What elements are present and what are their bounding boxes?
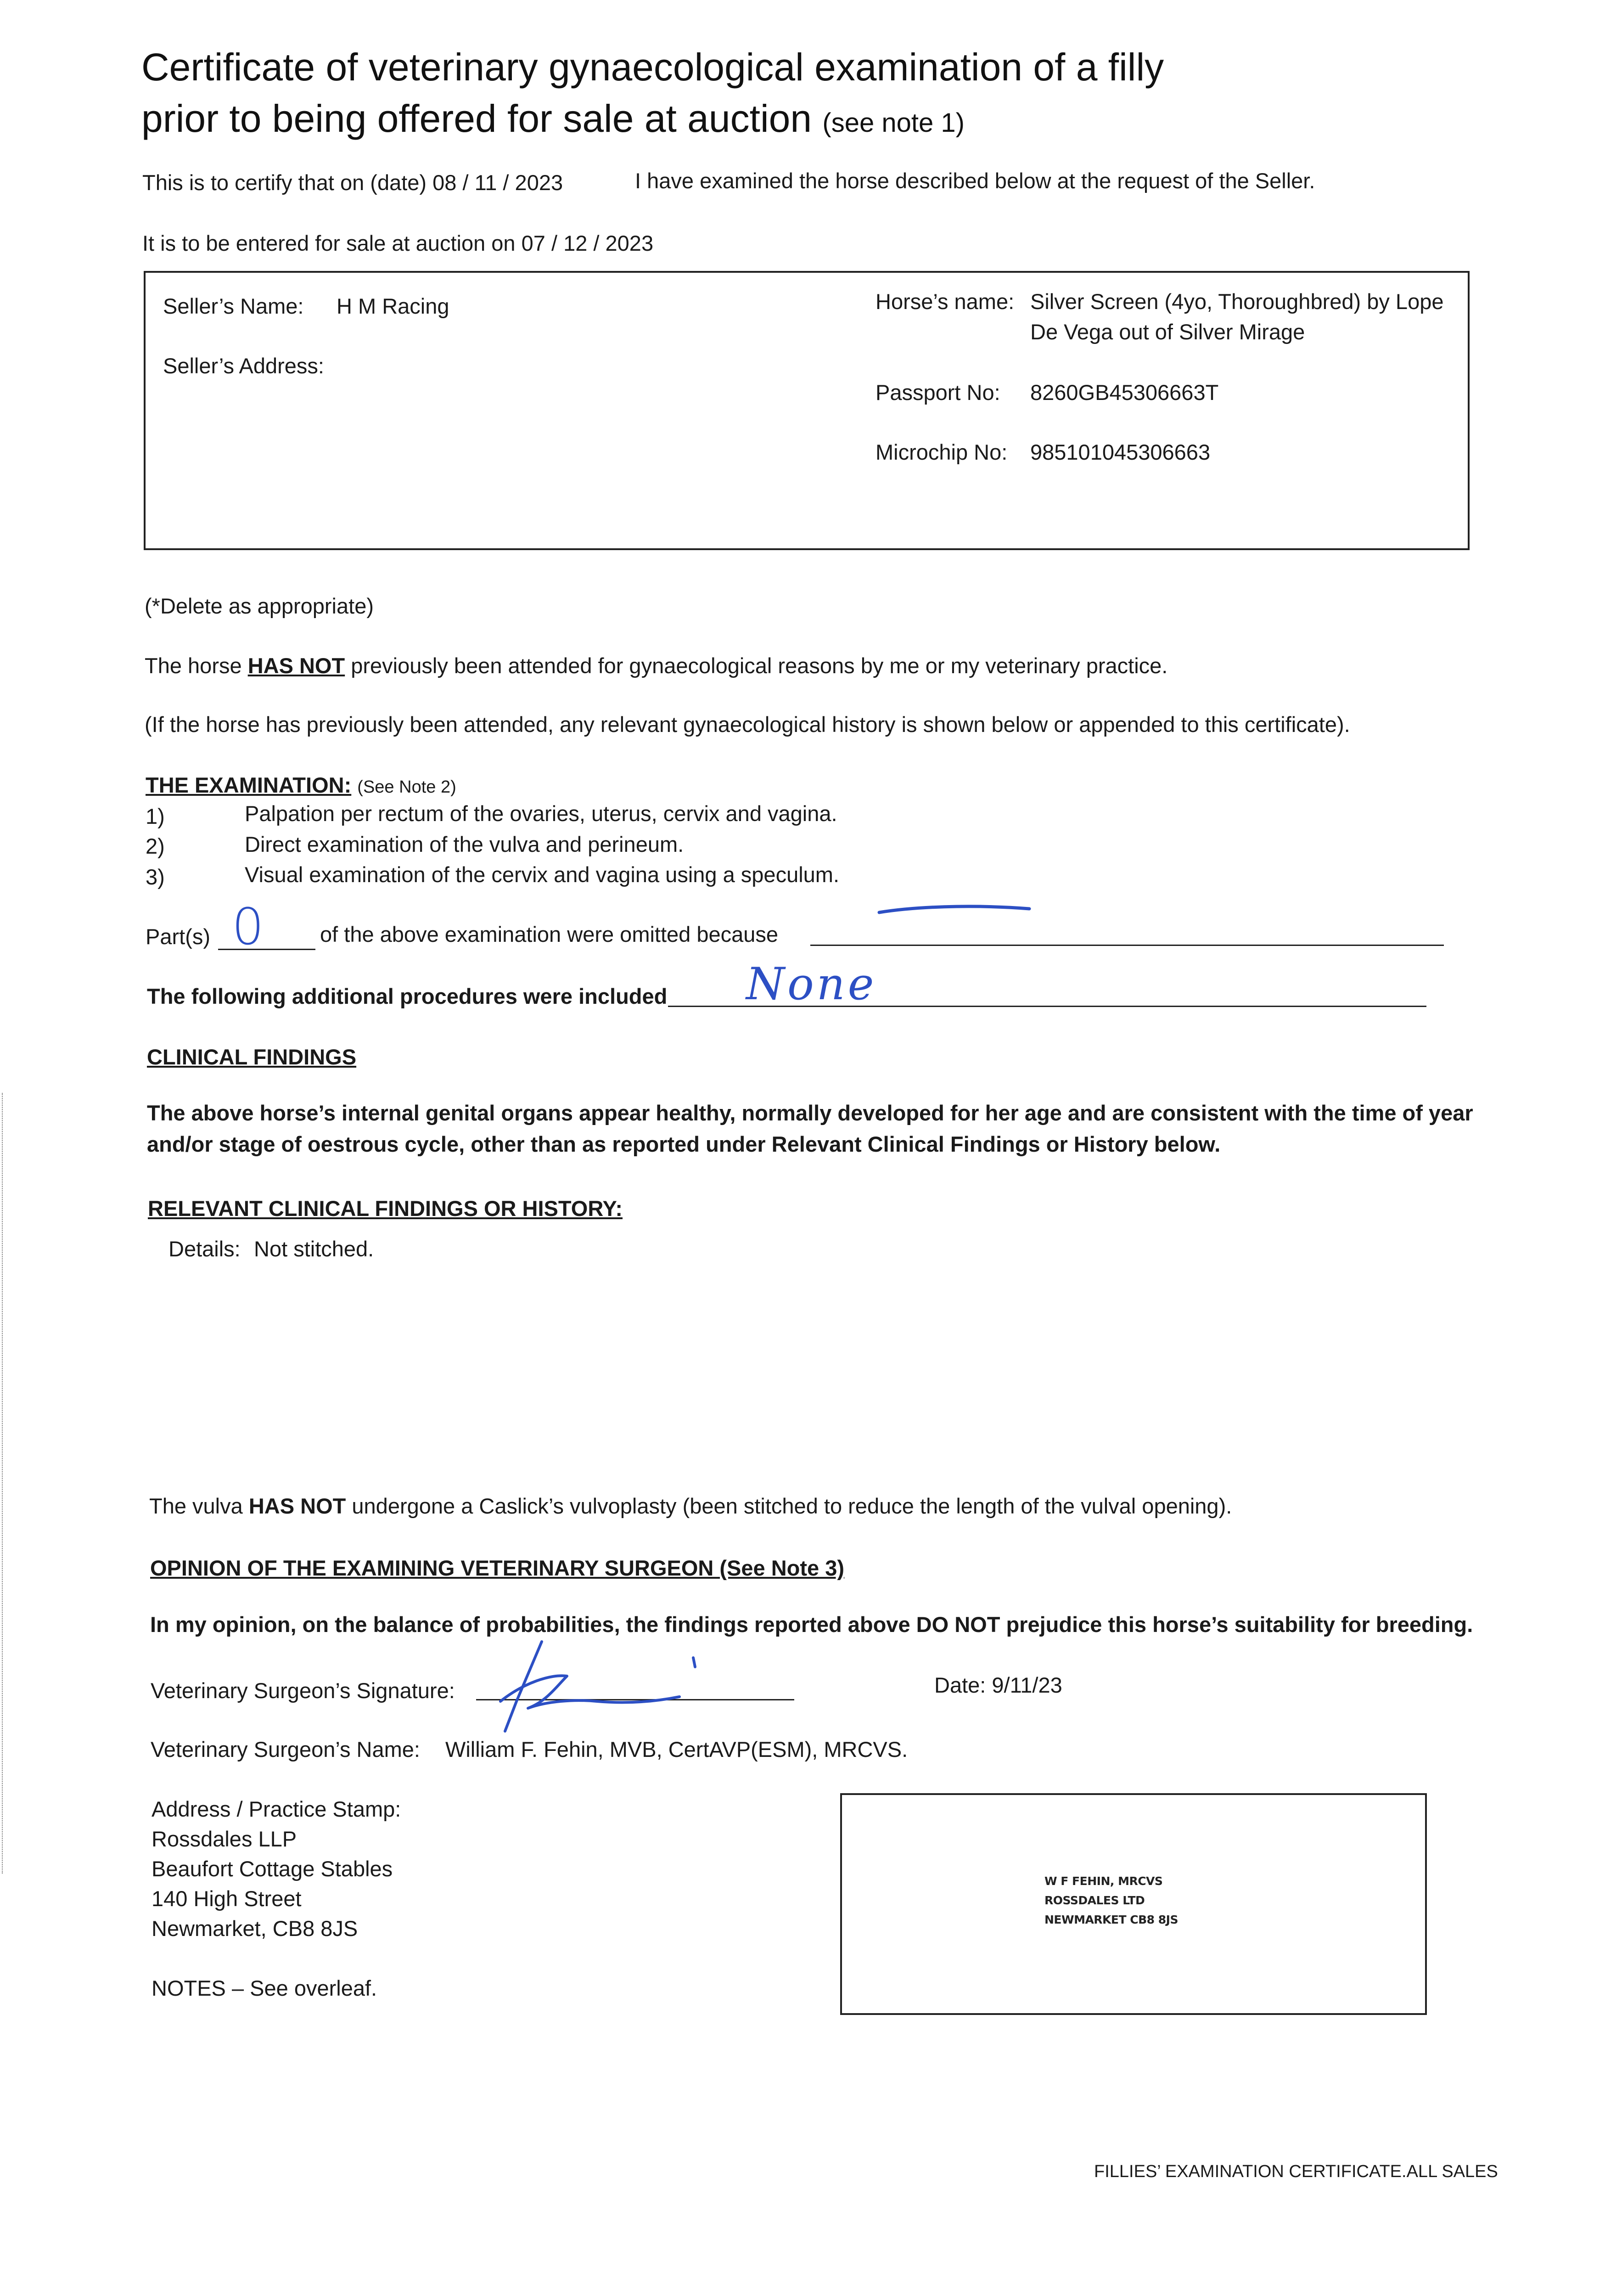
auction-date-line: It is to be entered for sale at auction on 07 / 12 / 2023	[142, 231, 654, 255]
handwritten-dash	[877, 898, 1033, 921]
examination-item: Direct examination of the vulva and perineum.	[245, 832, 684, 856]
signature-label: Veterinary Surgeon’s Signature:	[151, 1678, 455, 1703]
seller-name-label: Seller’s Name:	[163, 294, 304, 318]
certify-request-line: I have examined the horse described below at the request of the Seller.	[635, 169, 1315, 193]
address-line: 140 High Street	[152, 1886, 302, 1911]
omitted-parts-handwritten: 0	[232, 897, 264, 956]
examination-item: Palpation per rectum of the ovaries, uterus, cervix and vagina.	[245, 801, 837, 826]
relevant-findings-heading: RELEVANT CLINICAL FINDINGS OR HISTORY:	[148, 1196, 623, 1221]
address-line: Beaufort Cottage Stables	[152, 1857, 393, 1881]
surgeon-name-label: Veterinary Surgeon’s Name:	[151, 1737, 420, 1761]
signature-date: Date: 9/11/23	[934, 1673, 1062, 1697]
title-line-2	[141, 93, 1164, 149]
title-note: (see note 1)	[822, 108, 965, 138]
omitted-reason-blank	[810, 945, 1444, 946]
footer-reference: FILLIES’ EXAMINATION CERTIFICATE.ALL SALES	[1094, 2162, 1498, 2181]
caslick-emphasis: HAS NOT	[248, 1494, 346, 1518]
certificate-title	[141, 41, 1164, 149]
microchip-label: Microchip No:	[876, 440, 1008, 464]
stamp-line: ROSSDALES LTD	[1044, 1894, 1145, 1907]
clinical-findings-statement-2: and/or stage of oestrous cycle, other than as reported under Relevant Clinical Findings or History below.	[147, 1132, 1221, 1156]
caslick-prefix: The vulva	[149, 1494, 243, 1518]
surgeon-name-value: William F. Fehin, MVB, CertAVP(ESM), MRCVS.	[445, 1737, 908, 1761]
address-label: Address / Practice Stamp:	[152, 1797, 401, 1821]
examination-heading-text: THE EXAMINATION:	[146, 773, 352, 797]
examination-item-number: 3)	[146, 865, 165, 889]
examination-heading	[146, 771, 456, 801]
horse-name-label: Horse’s name:	[876, 289, 1015, 314]
examination-item-number: 1)	[146, 804, 165, 828]
passport-label: Passport No:	[876, 380, 1000, 405]
title-line-2-text: prior to being offered for sale at auction	[141, 97, 812, 140]
practice-stamp	[1044, 1872, 1178, 1930]
passport-value: 8260GB45306663T	[1030, 380, 1219, 405]
examination-heading-note: (See Note 2)	[357, 777, 456, 797]
address-line: Newmarket, CB8 8JS	[152, 1916, 358, 1941]
horse-name-value-2: De Vega out of Silver Mirage	[1030, 320, 1305, 344]
details-value: Not stitched.	[254, 1237, 374, 1261]
notes-reference: NOTES – See overleaf.	[152, 1976, 377, 2000]
handwritten-signature	[473, 1632, 712, 1738]
microchip-value: 985101045306663	[1030, 440, 1211, 464]
seller-name-value: H M Racing	[337, 294, 449, 318]
attended-note: (If the horse has previously been attended, any relevant gynaecological history is shown below or appended to this certificate).	[145, 712, 1350, 737]
address-line: Rossdales LLP	[152, 1827, 297, 1851]
additional-procedures-handwritten: None	[746, 958, 877, 1010]
caslick-statement	[149, 1492, 1232, 1520]
opinion-heading: OPINION OF THE EXAMINING VETERINARY SURGEON (See Note 3)	[150, 1556, 845, 1580]
stamp-line: NEWMARKET CB8 8JS	[1044, 1913, 1178, 1926]
clinical-findings-heading: CLINICAL FINDINGS	[147, 1045, 357, 1069]
attended-prefix: The horse	[145, 653, 242, 678]
certify-date-line: This is to certify that on (date) 08 / 11 / 2023	[142, 170, 563, 195]
omitted-prefix: Part(s)	[146, 924, 210, 949]
additional-procedures-label: The following additional procedures were included	[147, 984, 668, 1008]
attended-suffix: previously been attended for gynaecological reasons by me or my veterinary practice.	[351, 653, 1168, 678]
examination-item: Visual examination of the cervix and vagina using a speculum.	[245, 862, 840, 887]
delete-note: (*Delete as appropriate)	[145, 594, 374, 618]
title-line-1: Certificate of veterinary gynaecological examination of a filly	[141, 45, 1164, 89]
stamp-line: W F FEHIN, MRCVS	[1044, 1874, 1163, 1888]
examination-item-number: 2)	[146, 834, 165, 858]
seller-address-label: Seller’s Address:	[163, 354, 324, 378]
omitted-suffix: of the above examination were omitted because	[320, 922, 779, 946]
opinion-statement: In my opinion, on the balance of probabilities, the findings reported above DO NOT prejudice this horse’s suitability for breeding.	[150, 1612, 1473, 1637]
caslick-suffix: undergone a Caslick’s vulvoplasty (been stitched to reduce the length of the vulval opening).	[352, 1494, 1232, 1518]
attended-statement	[145, 652, 1167, 680]
clinical-findings-statement-1: The above horse’s internal genital organs appear healthy, normally developed for her age and are consistent with the time of year	[147, 1101, 1473, 1125]
details-label: Details:	[168, 1237, 241, 1261]
scan-edge-mark	[2, 1093, 3, 1874]
attended-emphasis: HAS NOT	[247, 653, 345, 678]
horse-name-value-1: Silver Screen (4yo, Thoroughbred) by Lope	[1030, 289, 1444, 314]
